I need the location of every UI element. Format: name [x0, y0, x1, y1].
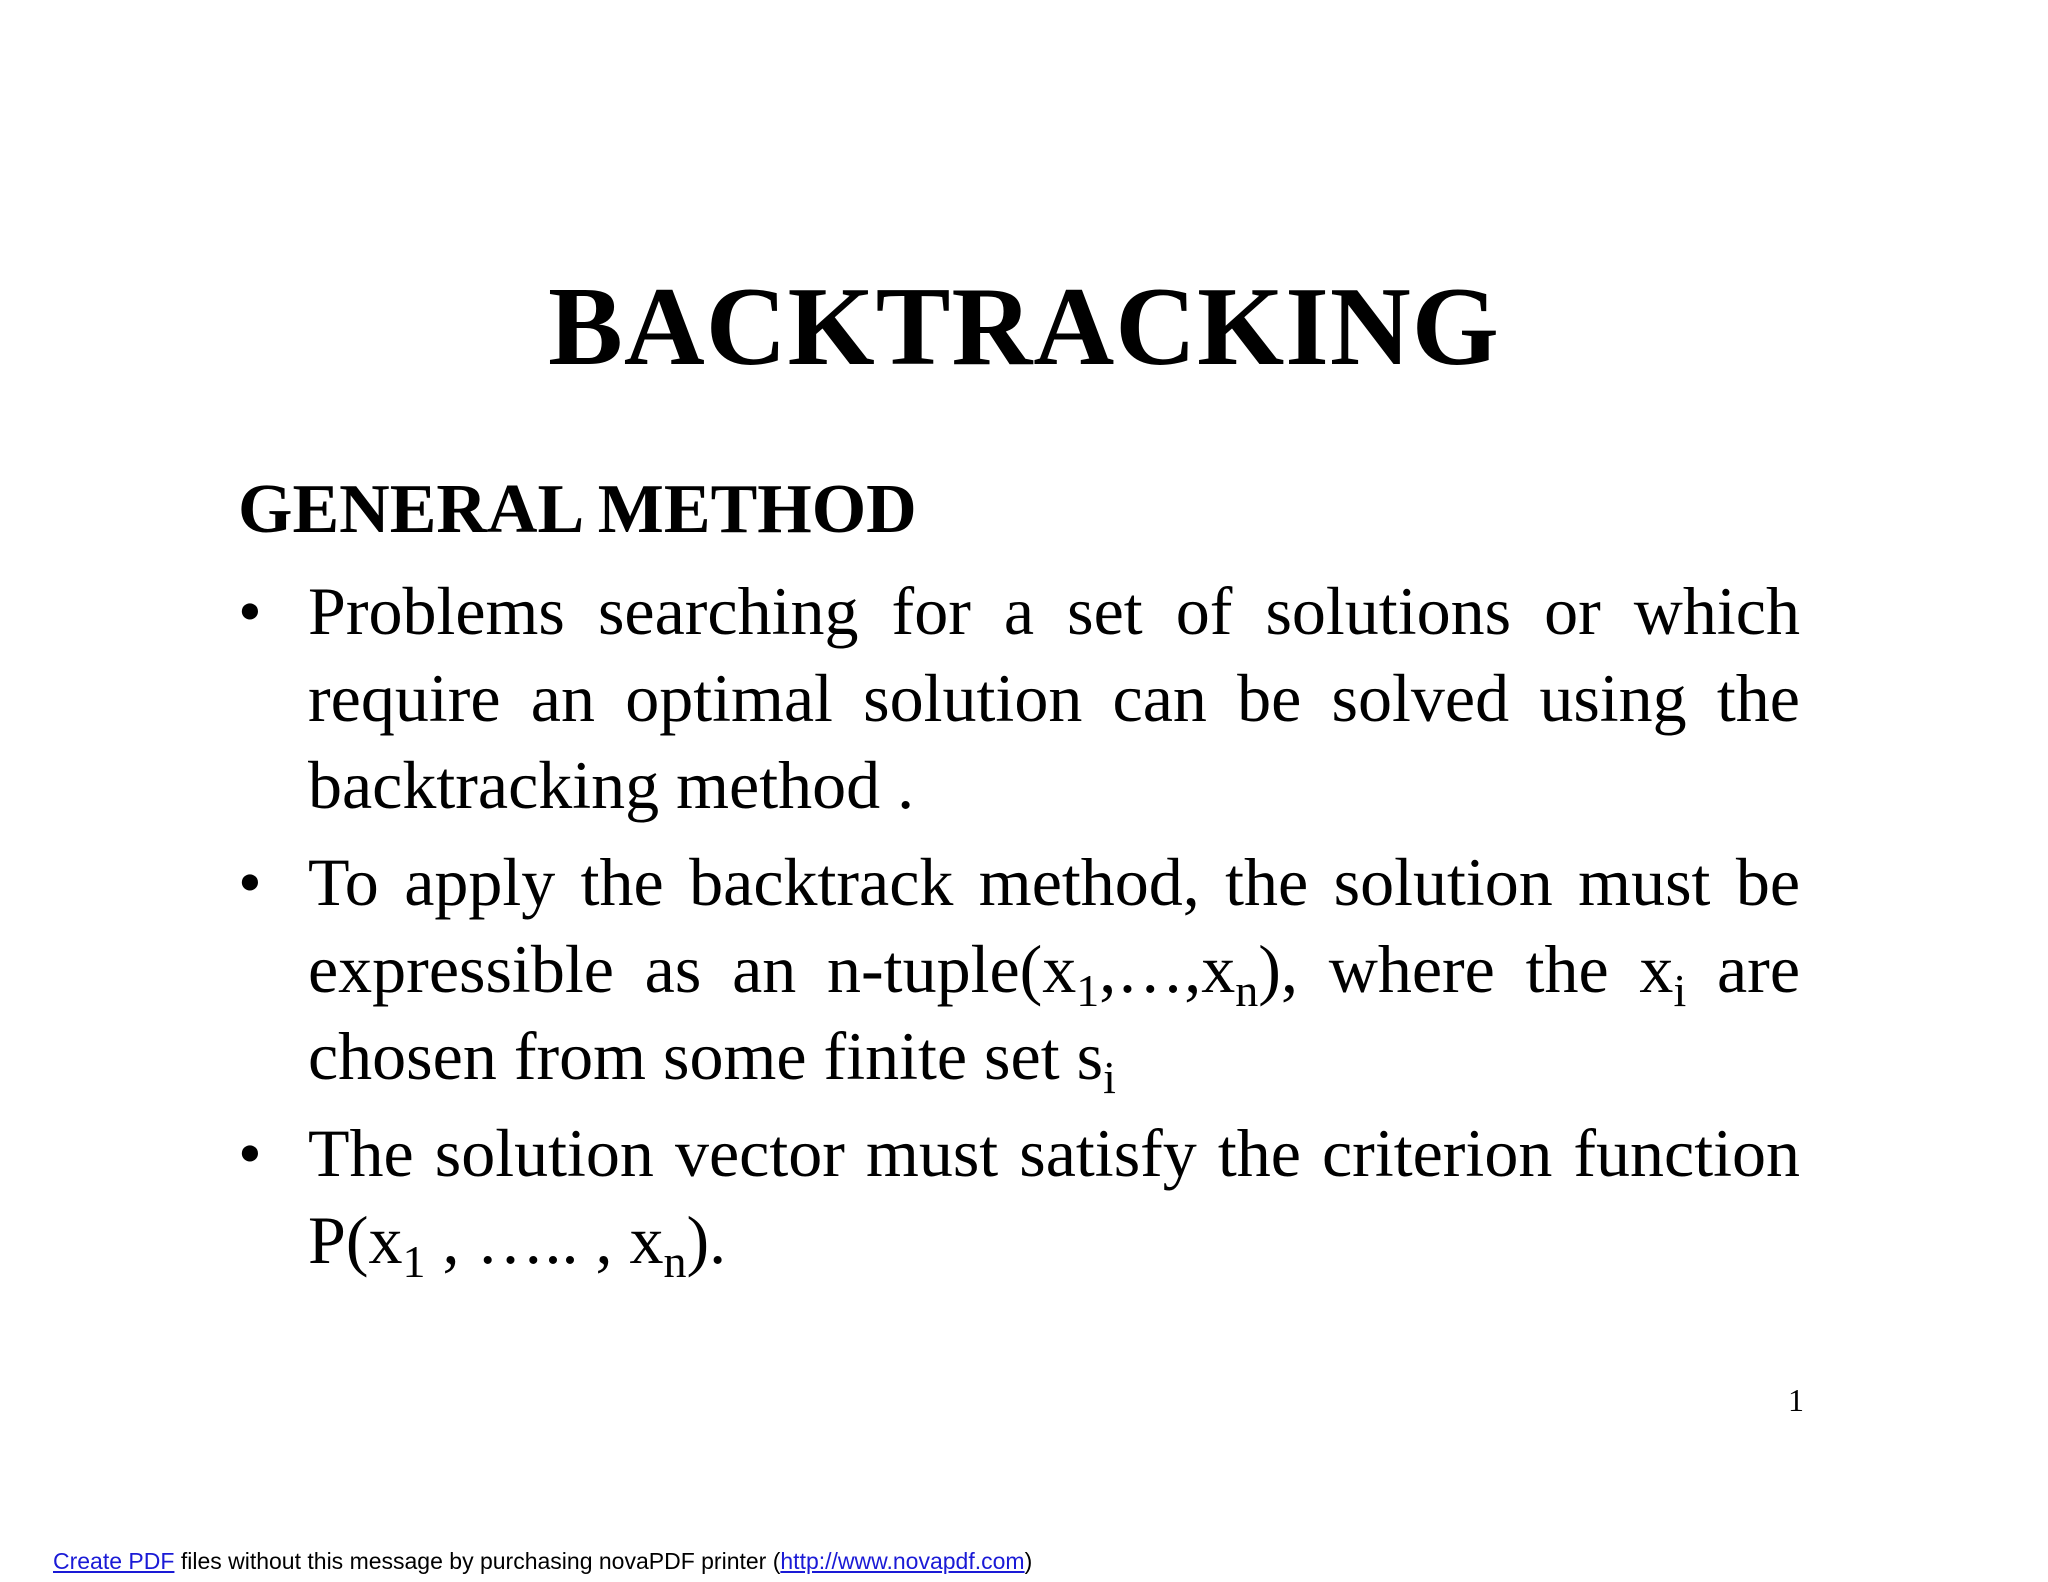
bullet-text-segment: , ….. , x	[425, 1202, 664, 1278]
bullet-text-segment: ).	[686, 1202, 727, 1278]
subscript: n	[663, 1236, 687, 1287]
subscript: i	[1673, 965, 1687, 1016]
bullet-text-segment: ,…,x	[1099, 931, 1236, 1007]
bullet-dot-icon: •	[238, 844, 262, 920]
bullet-text-segment: The solution vector must satisfy the criterion function P(x	[308, 1115, 1800, 1278]
pdf-footer-notice	[53, 1547, 1032, 1575]
bullet-item	[238, 568, 1800, 829]
bullet-item	[238, 839, 1800, 1103]
bullet-text-segment: Problems searching for a set of solutions or which require an optimal solution can be solved using the backtracking method .	[308, 573, 1800, 823]
bullet-text	[308, 1115, 1800, 1287]
page-number: 1	[1788, 1382, 1804, 1418]
bullet-text	[308, 844, 1800, 1103]
section-heading: GENERAL METHOD	[238, 471, 917, 548]
subscript: 1	[1076, 965, 1100, 1016]
footer-text: files without this message by purchasing novaPDF printer (	[174, 1548, 781, 1574]
bullet-list	[238, 568, 1800, 1294]
page-title: BACKTRACKING	[548, 265, 1500, 389]
bullet-text	[308, 573, 1800, 823]
footer-text-end: )	[1024, 1548, 1033, 1574]
bullet-text-segment: To apply the backtrack method, the solution must be expressible as an n-tuple(x	[308, 844, 1800, 1007]
subscript: n	[1235, 965, 1259, 1016]
novapdf-url-link[interactable]: http://www.novapdf.com	[780, 1548, 1025, 1574]
subscript: 1	[402, 1236, 426, 1287]
bullet-dot-icon: •	[238, 573, 262, 649]
bullet-text-segment: ), where the x	[1258, 931, 1674, 1007]
bullet-item	[238, 1110, 1800, 1287]
create-pdf-link[interactable]: Create PDF	[53, 1548, 175, 1574]
bullet-text-segment: are chosen from some finite set s	[308, 931, 1800, 1094]
bullet-dot-icon: •	[238, 1115, 262, 1191]
subscript: i	[1103, 1052, 1116, 1103]
